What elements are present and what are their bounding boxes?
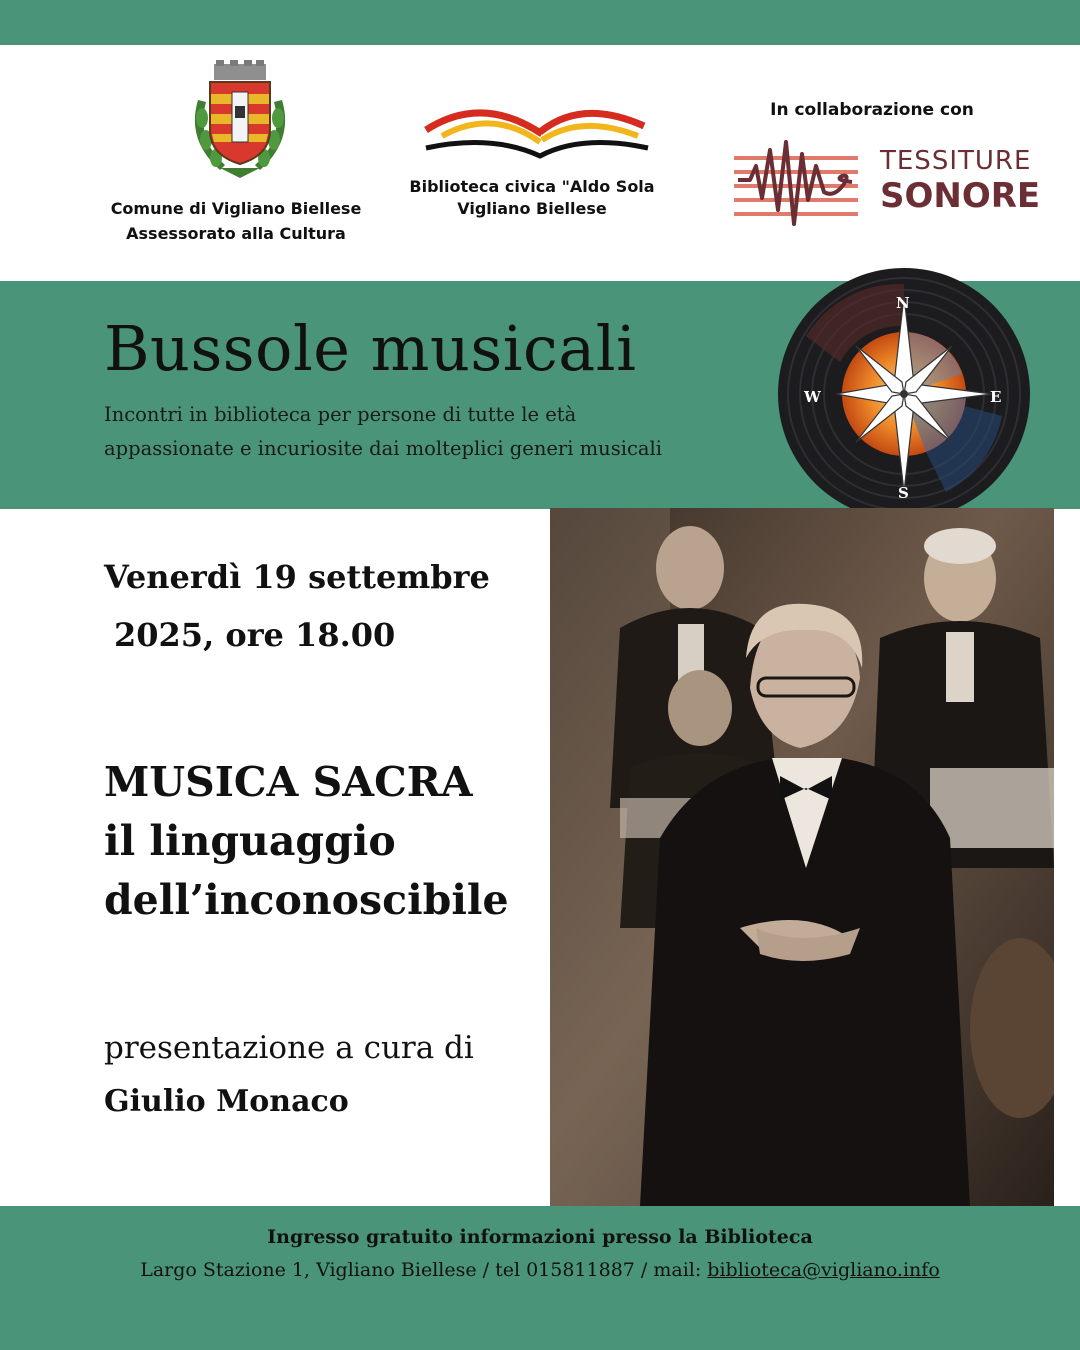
soundwave-icon — [734, 140, 860, 226]
footer-address: Largo Stazione 1, Vigliano Biellese / tel 015811887 / mail: — [140, 1259, 708, 1281]
tessiture-logo — [734, 140, 1041, 226]
event-title-line1: MUSICA SACRA — [104, 758, 473, 806]
event-title-line2: il linguaggio — [104, 817, 396, 865]
event-date — [104, 548, 490, 664]
conductor-photo — [550, 508, 1054, 1206]
comune-logo — [180, 60, 300, 184]
compass-w: W — [804, 388, 821, 406]
compass-n: N — [896, 294, 910, 312]
date-line2: 2025, ore 18.00 — [114, 616, 396, 654]
comune-line2: Assessorato alla Cultura — [126, 224, 346, 243]
presenter-label: presentazione a cura di — [104, 1030, 474, 1066]
conductor-portrait-image — [550, 508, 1054, 1206]
compass-record — [776, 266, 1032, 522]
tessiture-line1: TESSITURE — [880, 146, 1032, 176]
page-title: Bussole musicali — [104, 312, 637, 385]
footer-info: Ingresso gratuito informazioni presso la Biblioteca — [267, 1226, 813, 1248]
comune-name — [96, 196, 376, 246]
biblioteca-logo — [412, 100, 652, 170]
compass-s: S — [898, 484, 909, 502]
biblioteca-line1: Biblioteca civica "Aldo Sola — [409, 177, 655, 196]
page-subtitle — [104, 398, 784, 466]
presenter-name: Giulio Monaco — [104, 1084, 349, 1119]
event-title — [104, 753, 509, 930]
tessiture-line2: SONORE — [880, 176, 1041, 216]
biblioteca-line2: Vigliano Biellese — [457, 199, 607, 218]
subtitle-line1: Incontri in biblioteca per persone di tutte le età — [104, 403, 577, 426]
biblioteca-name — [400, 176, 664, 220]
compass-e: E — [990, 388, 1002, 406]
top-bar — [0, 0, 1080, 45]
subtitle-line2: appassionate e incuriosite dai molteplici generi musicali — [104, 437, 662, 460]
collab-label: In collaborazione con — [770, 100, 974, 120]
coat-of-arms-icon — [180, 60, 300, 184]
open-book-icon — [412, 100, 652, 170]
event-title-line3: dell’inconoscibile — [104, 876, 509, 924]
comune-line1: Comune di Vigliano Biellese — [110, 199, 362, 218]
email-link[interactable]: biblioteca@vigliano.info — [707, 1259, 940, 1281]
date-line1: Venerdì 19 settembre — [104, 558, 490, 596]
footer-contacts — [0, 1259, 1080, 1281]
